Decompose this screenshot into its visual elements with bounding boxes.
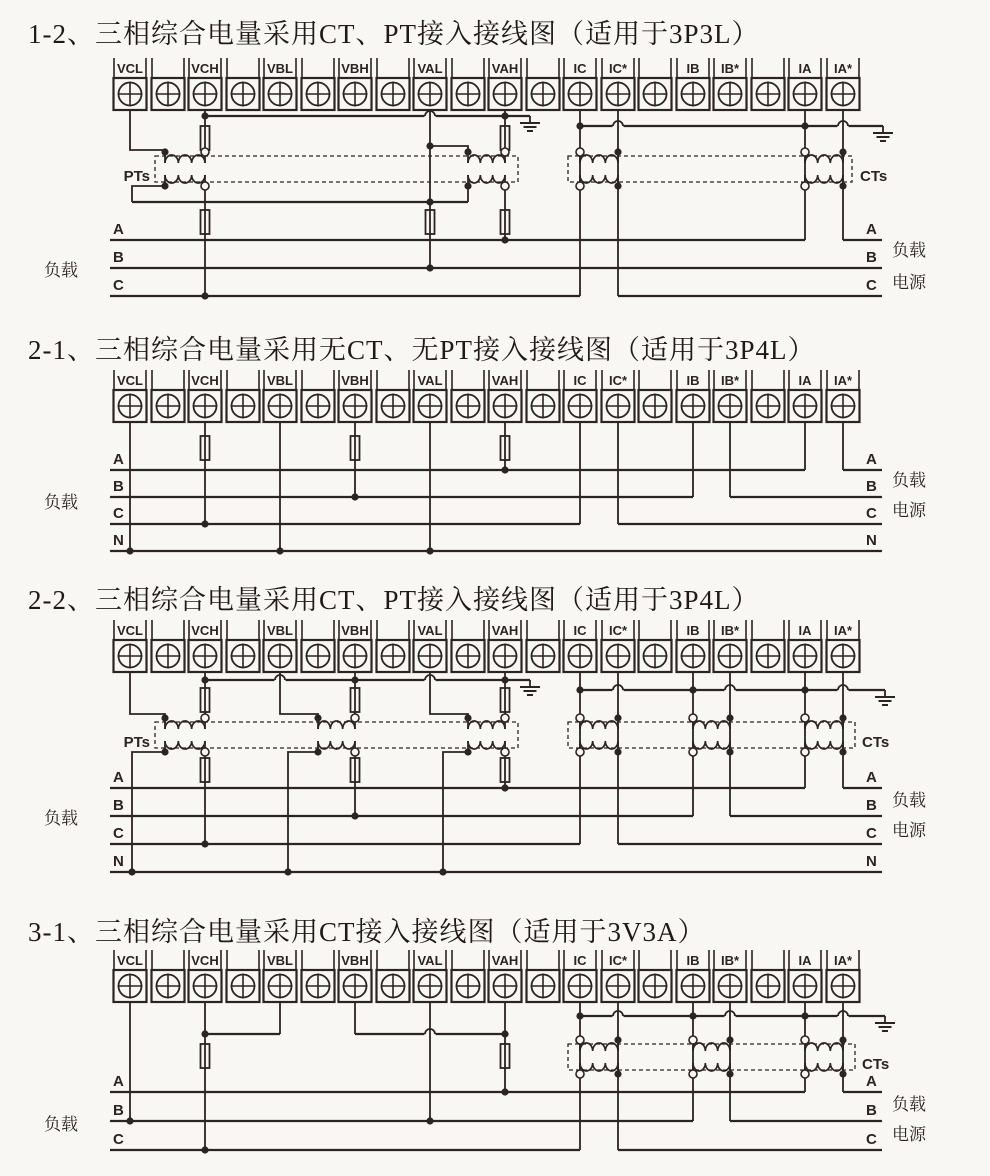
junction-dot <box>501 236 508 243</box>
terminal <box>714 370 747 422</box>
junction-dot <box>501 112 508 119</box>
terminal-ring <box>351 714 359 722</box>
bus-label-right: N <box>866 532 877 549</box>
junction-dot <box>614 182 621 189</box>
terminal <box>489 950 522 1002</box>
ct-transformer <box>689 714 734 756</box>
junction-dot <box>614 1070 621 1077</box>
source-label-line2: 电源 <box>892 501 926 520</box>
transformer-group-box <box>155 156 518 182</box>
bus-label-left: B <box>113 249 124 266</box>
terminal-label: VBL <box>267 373 293 388</box>
load-label: 负载 <box>44 809 78 828</box>
pt-transformer <box>464 714 509 756</box>
load-label: 负载 <box>44 261 78 280</box>
terminal-label: VBH <box>341 373 369 388</box>
terminal-label: VBL <box>267 623 293 638</box>
bus-label-right: C <box>866 825 877 842</box>
terminal-ring <box>801 714 809 722</box>
terminal-ring <box>801 182 809 190</box>
terminal-ring <box>576 714 584 722</box>
terminal <box>414 950 447 1002</box>
terminal <box>752 370 785 422</box>
junction-dot <box>351 493 358 500</box>
terminal <box>377 620 410 672</box>
terminal <box>677 58 710 110</box>
junction-dot <box>501 1030 508 1037</box>
terminal-label: VCH <box>191 61 219 76</box>
source-label-line2: 电源 <box>892 1125 926 1144</box>
diagram-3p4l-ct-pt <box>0 612 990 904</box>
terminal <box>377 950 410 1002</box>
terminal <box>564 370 597 422</box>
source-label-line1: 负载 <box>892 241 926 260</box>
terminal-ring <box>801 1070 809 1078</box>
terminal <box>752 58 785 110</box>
terminal <box>377 58 410 110</box>
junction-dot <box>161 748 168 755</box>
terminal <box>302 950 335 1002</box>
terminal <box>452 370 485 422</box>
terminal <box>339 950 372 1002</box>
ct-transformer <box>689 1036 734 1078</box>
terminal <box>602 950 635 1002</box>
terminal <box>152 370 185 422</box>
transformer-group-box <box>568 1044 855 1070</box>
terminal-label: IA* <box>833 61 853 76</box>
terminal <box>639 950 672 1002</box>
bus-label-left: N <box>113 532 124 549</box>
terminal-label: IC* <box>608 61 628 76</box>
terminal-ring <box>689 1036 697 1044</box>
junction-dot <box>351 812 358 819</box>
ground-icon <box>875 1016 895 1031</box>
bus-label-left: C <box>113 505 124 522</box>
terminal <box>489 58 522 110</box>
terminal-ring <box>689 714 697 722</box>
terminal <box>264 950 297 1002</box>
terminal-label: VAH <box>491 373 519 388</box>
terminal <box>714 950 747 1002</box>
terminal <box>714 620 747 672</box>
terminal-label: IA* <box>833 373 853 388</box>
terminal-label: VAH <box>491 953 519 968</box>
terminal-label: VCL <box>117 61 143 76</box>
transformer-group-box <box>568 156 852 182</box>
junction-dot <box>126 547 133 554</box>
junction-dot <box>426 264 433 271</box>
bus-label-left: A <box>113 221 124 238</box>
terminal <box>639 370 672 422</box>
terminal-label: IA <box>798 623 812 638</box>
terminal <box>189 950 222 1002</box>
junction-dot <box>439 868 446 875</box>
terminal <box>227 370 260 422</box>
terminal-label: VBH <box>341 61 369 76</box>
junction-dot <box>689 686 696 693</box>
wire <box>130 110 165 152</box>
terminal-label: VBL <box>267 61 293 76</box>
ct-transformer <box>576 714 622 756</box>
terminal <box>489 370 522 422</box>
terminal <box>677 950 710 1002</box>
diagram-3p4l-direct <box>0 362 990 562</box>
terminal-label: IB <box>686 623 700 638</box>
junction-dot <box>726 714 733 721</box>
junction-dot <box>839 748 846 755</box>
junction-dot <box>161 182 168 189</box>
terminal-label: IB <box>686 953 700 968</box>
junction-dot <box>314 748 321 755</box>
diagram-3v3a-ct <box>0 946 990 1176</box>
ct-transformer <box>576 148 622 190</box>
terminal-label: IB* <box>720 61 740 76</box>
terminal-ring <box>576 148 584 156</box>
source-label-line1: 负载 <box>892 1095 926 1114</box>
terminal-label: IC* <box>608 623 628 638</box>
terminal-label: VCL <box>117 953 143 968</box>
terminal <box>414 620 447 672</box>
terminal <box>789 620 822 672</box>
load-label: 负载 <box>44 1115 78 1134</box>
bus-label-right: N <box>866 853 877 870</box>
ct-transformer <box>801 714 847 756</box>
terminal-ring <box>576 1036 584 1044</box>
terminal-ring <box>501 148 509 156</box>
bus-label-left: C <box>113 1131 124 1148</box>
junction-dot <box>284 868 291 875</box>
junction-dot <box>726 1036 733 1043</box>
bus-label-right: A <box>866 1073 877 1090</box>
terminal <box>414 370 447 422</box>
terminal-label: VAL <box>417 623 443 638</box>
terminal <box>339 620 372 672</box>
junction-dot <box>161 714 168 721</box>
terminal-ring <box>501 748 509 756</box>
terminal <box>302 620 335 672</box>
junction-dot <box>128 868 135 875</box>
junction-dot <box>201 112 208 119</box>
source-label-line1: 负载 <box>892 791 926 810</box>
terminal-label: IB* <box>720 953 740 968</box>
terminal-label: IA* <box>833 953 853 968</box>
pts-label: PTs <box>123 734 150 751</box>
junction-dot <box>501 784 508 791</box>
terminal <box>339 370 372 422</box>
terminal <box>377 370 410 422</box>
pt-transformer <box>161 148 209 190</box>
terminal <box>789 58 822 110</box>
junction-dot <box>801 122 808 129</box>
terminal-ring <box>201 148 209 156</box>
junction-dot <box>201 840 208 847</box>
pts-label: PTs <box>123 168 150 185</box>
terminal <box>827 58 860 110</box>
terminal-ring <box>201 714 209 722</box>
junction-dot <box>839 1036 846 1043</box>
terminal-ring <box>801 748 809 756</box>
terminal <box>452 950 485 1002</box>
terminal <box>639 58 672 110</box>
terminal <box>264 620 297 672</box>
junction-dot <box>501 676 508 683</box>
junction-dot <box>839 148 846 155</box>
terminal <box>527 950 560 1002</box>
terminal <box>339 58 372 110</box>
junction-dot <box>726 1070 733 1077</box>
terminal <box>602 620 635 672</box>
terminal-label: VCH <box>191 953 219 968</box>
junction-dot <box>614 148 621 155</box>
ct-transformer <box>801 148 847 190</box>
section-title-1: 1-2、三相综合电量采用CT、PT接入接线图（适用于3P3L） <box>28 19 760 49</box>
terminal-label: IA <box>798 61 812 76</box>
cts-label: CTs <box>862 1056 890 1073</box>
terminal-ring <box>689 1070 697 1078</box>
terminal-label: VAL <box>417 61 443 76</box>
terminal <box>189 620 222 672</box>
terminal <box>489 620 522 672</box>
junction-dot <box>726 748 733 755</box>
junction-dot <box>201 292 208 299</box>
terminal-ring <box>576 748 584 756</box>
terminal <box>227 58 260 110</box>
ct-transformer <box>801 1036 847 1078</box>
terminal <box>189 370 222 422</box>
terminal <box>564 950 597 1002</box>
terminal <box>602 58 635 110</box>
terminal <box>527 370 560 422</box>
junction-dot <box>576 122 583 129</box>
bus-label-right: C <box>866 1131 877 1148</box>
terminal-label: VAH <box>491 623 519 638</box>
terminal <box>414 58 447 110</box>
junction-dot <box>614 748 621 755</box>
junction-dot <box>839 182 846 189</box>
terminal <box>564 620 597 672</box>
wire <box>132 752 165 872</box>
terminal <box>677 370 710 422</box>
terminal <box>114 950 147 1002</box>
junction-dot <box>276 547 283 554</box>
bus-label-right: A <box>866 221 877 238</box>
terminal <box>602 370 635 422</box>
terminal <box>452 58 485 110</box>
junction-dot <box>201 520 208 527</box>
junction-dot <box>839 1070 846 1077</box>
junction-dot <box>464 182 471 189</box>
transformer-group-box <box>568 722 855 748</box>
junction-dot <box>501 466 508 473</box>
ct-transformer <box>576 1036 622 1078</box>
cts-label: CTs <box>862 734 890 751</box>
terminal <box>527 58 560 110</box>
junction-dot <box>126 1117 133 1124</box>
terminal-label: IC <box>573 61 587 76</box>
bus-label-left: B <box>113 478 124 495</box>
terminal-label: VAL <box>417 953 443 968</box>
bus-label-left: A <box>113 769 124 786</box>
ground-icon <box>875 690 895 705</box>
terminal-label: IA <box>798 953 812 968</box>
terminal-label: IB <box>686 373 700 388</box>
section-title-2: 2-1、三相综合电量采用无CT、无PT接入接线图（适用于3P4L） <box>28 335 816 365</box>
junction-dot <box>614 714 621 721</box>
terminal-label: VCL <box>117 373 143 388</box>
wire <box>430 146 468 152</box>
bus-label-right: B <box>866 797 877 814</box>
ground-icon <box>520 680 540 695</box>
terminal <box>152 58 185 110</box>
junction-dot <box>839 714 846 721</box>
terminal <box>227 950 260 1002</box>
junction-dot <box>464 714 471 721</box>
bus-label-left: C <box>113 277 124 294</box>
terminal <box>677 620 710 672</box>
terminal <box>714 58 747 110</box>
diagram-3p3l-ct-pt <box>0 50 990 320</box>
bus-label-right: C <box>866 277 877 294</box>
junction-dot <box>314 714 321 721</box>
terminal <box>827 370 860 422</box>
terminal <box>189 58 222 110</box>
ground-icon <box>520 116 540 131</box>
terminal <box>527 620 560 672</box>
terminal-label: IC <box>573 373 587 388</box>
terminal <box>789 950 822 1002</box>
terminal <box>302 58 335 110</box>
terminal-ring <box>576 182 584 190</box>
terminal <box>789 370 822 422</box>
bus-label-left: A <box>113 1073 124 1090</box>
bus-label-right: B <box>866 478 877 495</box>
terminal-label: IC* <box>608 373 628 388</box>
terminal-ring <box>501 714 509 722</box>
terminal <box>152 620 185 672</box>
bus-label-left: A <box>113 451 124 468</box>
section-title-3: 2-2、三相综合电量采用CT、PT接入接线图（适用于3P4L） <box>28 585 760 615</box>
junction-dot <box>201 1146 208 1153</box>
junction-dot <box>614 1036 621 1043</box>
source-label-line1: 负载 <box>892 471 926 490</box>
junction-dot <box>464 748 471 755</box>
terminal <box>827 620 860 672</box>
junction-dot <box>201 1030 208 1037</box>
wire <box>443 752 468 872</box>
terminal-ring <box>501 182 509 190</box>
terminal <box>827 950 860 1002</box>
terminal-ring <box>201 748 209 756</box>
junction-dot <box>426 142 433 149</box>
junction-dot <box>426 547 433 554</box>
terminal-label: IC* <box>608 953 628 968</box>
terminal-label: VCH <box>191 373 219 388</box>
terminal <box>114 58 147 110</box>
bus-label-left: B <box>113 797 124 814</box>
terminal <box>114 620 147 672</box>
terminal-label: VBL <box>267 953 293 968</box>
ground-icon <box>873 126 893 141</box>
bus-label-right: B <box>866 249 877 266</box>
terminal-label: IC <box>573 623 587 638</box>
wire <box>288 752 318 872</box>
junction-dot <box>576 686 583 693</box>
terminal-ring <box>201 182 209 190</box>
wire <box>132 186 165 202</box>
terminal-ring <box>801 1036 809 1044</box>
terminal-label: IB* <box>720 373 740 388</box>
cts-label: CTs <box>860 168 888 185</box>
pt-transformer <box>464 148 509 190</box>
terminal-label: IA* <box>833 623 853 638</box>
junction-dot <box>426 1117 433 1124</box>
terminal <box>452 620 485 672</box>
junction-dot <box>576 1012 583 1019</box>
transformer-group-box <box>155 722 518 748</box>
bus-label-left: C <box>113 825 124 842</box>
terminal <box>564 58 597 110</box>
terminal-label: VAH <box>491 61 519 76</box>
terminal <box>752 950 785 1002</box>
pt-transformer <box>314 714 359 756</box>
junction-dot <box>689 1012 696 1019</box>
terminal-label: IA <box>798 373 812 388</box>
source-label-line2: 电源 <box>892 273 926 292</box>
bus-label-left: B <box>113 1102 124 1119</box>
junction-dot <box>464 148 471 155</box>
terminal <box>639 620 672 672</box>
terminal <box>302 370 335 422</box>
source-label-line2: 电源 <box>892 821 926 840</box>
section-title-4: 3-1、三相综合电量采用CT接入接线图（适用于3V3A） <box>28 917 706 947</box>
terminal-label: IC <box>573 953 587 968</box>
load-label: 负载 <box>44 493 78 512</box>
bus-label-left: N <box>113 853 124 870</box>
terminal-ring <box>576 1070 584 1078</box>
junction-dot <box>351 676 358 683</box>
terminal-label: VCH <box>191 623 219 638</box>
bus-label-right: A <box>866 451 877 468</box>
terminal-label: VBH <box>341 623 369 638</box>
terminal-ring <box>801 148 809 156</box>
terminal-ring <box>351 748 359 756</box>
terminal <box>227 620 260 672</box>
junction-dot <box>801 1012 808 1019</box>
junction-dot <box>201 676 208 683</box>
terminal <box>114 370 147 422</box>
wire <box>130 672 165 718</box>
junction-dot <box>801 686 808 693</box>
terminal-label: IB* <box>720 623 740 638</box>
bus-label-right: B <box>866 1102 877 1119</box>
bus-label-right: C <box>866 505 877 522</box>
junction-dot <box>426 198 433 205</box>
terminal <box>152 950 185 1002</box>
junction-dot <box>501 1088 508 1095</box>
pt-transformer <box>161 714 209 756</box>
terminal <box>264 370 297 422</box>
junction-dot <box>161 148 168 155</box>
terminal-ring <box>689 748 697 756</box>
terminal-label: VCL <box>117 623 143 638</box>
bus-label-right: A <box>866 769 877 786</box>
terminal-label: IB <box>686 61 700 76</box>
terminal-label: VAL <box>417 373 443 388</box>
terminal <box>264 58 297 110</box>
terminal <box>752 620 785 672</box>
terminal-label: VBH <box>341 953 369 968</box>
